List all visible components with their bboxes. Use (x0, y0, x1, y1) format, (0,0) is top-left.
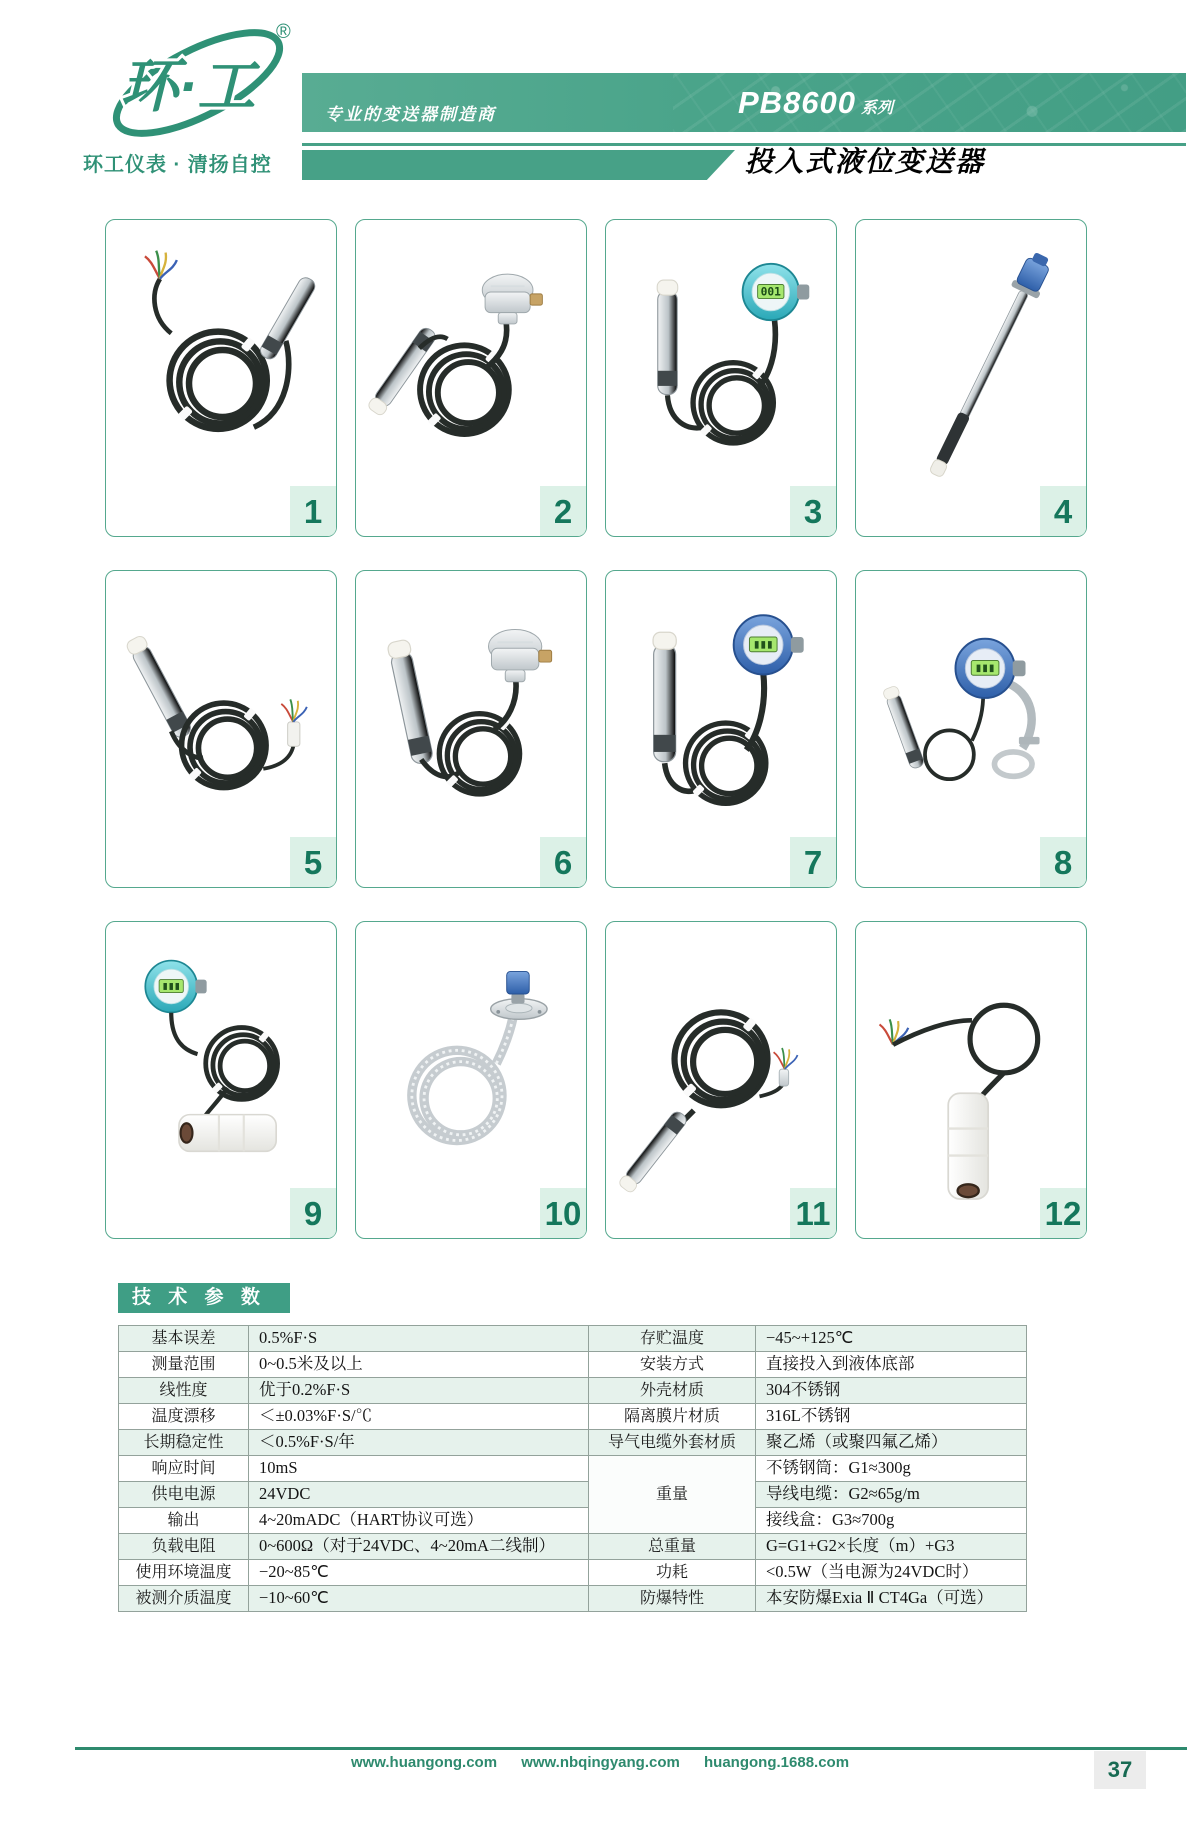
product-card-1 (105, 219, 337, 537)
product-photo-armored-hose-coil-flange (363, 930, 579, 1212)
spec-row (119, 1456, 1027, 1482)
page-title: 投入式液位变送器 (745, 146, 986, 177)
spec-label: 外壳材质 (589, 1378, 756, 1404)
spec-label: 被测介质温度 (119, 1586, 249, 1612)
spec-value: 直接投入到液体底部 (756, 1352, 1027, 1378)
spec-label: 供电电源 (119, 1482, 249, 1508)
product-photo-straight-rod-blue-head (863, 228, 1079, 510)
banner-rule (302, 143, 1186, 146)
spec-label: 基本误差 (119, 1326, 249, 1352)
product-photo-probe-coil-connector-wires (113, 579, 329, 861)
spec-label: 长期稳定性 (119, 1430, 249, 1456)
spec-label: 响应时间 (119, 1456, 249, 1482)
spec-label: 隔离膜片材质 (589, 1404, 756, 1430)
product-card-3 (605, 219, 837, 537)
logo-swoosh-icon (80, 8, 310, 153)
product-photo-cable-loop-pp-probe (863, 930, 1079, 1212)
spec-row (119, 1404, 1027, 1430)
footer-url-huangong: www.huangong.com (350, 1754, 498, 1771)
spec-section-title: 技 术 参 数 (118, 1283, 290, 1313)
product-number-badge: 5 (290, 837, 336, 887)
product-number-badge: 4 (1040, 486, 1086, 536)
spec-value: <0.5W（当电源为24VDC时） (756, 1560, 1027, 1586)
spec-value: 接线盒：G3≈700g (756, 1508, 1027, 1534)
product-card-11 (605, 921, 837, 1239)
spec-row (119, 1482, 1027, 1508)
title-trapezoid-decoration (302, 150, 735, 180)
product-photo-capped-probe-coil-blue-display-head (613, 579, 829, 861)
spec-label: 总重量 (589, 1534, 756, 1560)
page-number: 37 (1094, 1751, 1146, 1789)
spec-value: −20~85℃ (249, 1560, 589, 1586)
spec-table (118, 1325, 1027, 1612)
product-photo-coil-probe-down-wires (613, 930, 829, 1212)
spec-label: 导气电缆外套材质 (589, 1430, 756, 1456)
footer-url-1688: huangong.1688.com (704, 1754, 850, 1771)
product-photo-coil-probe-bare-wires (113, 228, 329, 510)
spec-value: 导线电缆：G2≈65g/m (756, 1482, 1027, 1508)
spec-value: 304不锈钢 (756, 1378, 1027, 1404)
spec-value: 不锈钢筒：G1≈300g (756, 1456, 1027, 1482)
series-code: PB8600 (738, 85, 857, 120)
spec-row (119, 1560, 1027, 1586)
spec-row (119, 1586, 1027, 1612)
spec-value: ＜0.5%F·S/年 (249, 1430, 589, 1456)
spec-value: 0~600Ω（对于24VDC、4~20mA二线制） (249, 1534, 589, 1560)
spec-label: 测量范围 (119, 1352, 249, 1378)
spec-row (119, 1352, 1027, 1378)
spec-label: 输出 (119, 1508, 249, 1534)
product-number-badge: 12 (1040, 1188, 1086, 1238)
product-number-badge: 6 (540, 837, 586, 887)
product-photo-blue-display-head-bracket-probe (863, 579, 1079, 861)
product-card-2 (355, 219, 587, 537)
spec-row (119, 1508, 1027, 1534)
spec-label: 存贮温度 (589, 1326, 756, 1352)
product-number-badge: 1 (290, 486, 336, 536)
product-number-badge: 10 (540, 1188, 586, 1238)
product-number-badge: 8 (1040, 837, 1086, 887)
product-number-badge: 11 (790, 1188, 836, 1238)
company-tagline: 专业的变送器制造商 (325, 105, 496, 124)
product-photo-capped-probe-coil-junction-head (363, 579, 579, 861)
spec-value: 优于0.2%F·S (249, 1378, 589, 1404)
spec-row (119, 1430, 1027, 1456)
registered-mark-icon: ® (276, 21, 291, 43)
spec-label-weight: 重量 (589, 1456, 756, 1534)
spec-value: 10mS (249, 1456, 589, 1482)
spec-row (119, 1326, 1027, 1352)
product-card-12 (855, 921, 1087, 1239)
spec-value: G=G1+G2×长度（m）+G3 (756, 1534, 1027, 1560)
spec-value: 0~0.5米及以上 (249, 1352, 589, 1378)
footer-rule (75, 1747, 1187, 1750)
product-photo-probe-coil-teal-display-head (613, 228, 829, 510)
logo-mark: 环·工 (120, 54, 256, 119)
product-number-badge: 9 (290, 1188, 336, 1238)
product-photo-coil-probe-junction-head (363, 228, 579, 510)
spec-row (119, 1534, 1027, 1560)
spec-value: −10~60℃ (249, 1586, 589, 1612)
logo-subtitle: 环工仪表 · 清扬自控 (83, 154, 272, 176)
spec-label: 使用环境温度 (119, 1560, 249, 1586)
spec-label: 线性度 (119, 1378, 249, 1404)
product-card-7 (605, 570, 837, 888)
spec-label: 负载电阻 (119, 1534, 249, 1560)
spec-value: −45~+125℃ (756, 1326, 1027, 1352)
series-title (738, 85, 893, 121)
footer-urls (0, 1754, 1200, 1771)
header-banner (302, 73, 1186, 132)
product-card-8 (855, 570, 1087, 888)
spec-label: 防爆特性 (589, 1586, 756, 1612)
spec-row (119, 1378, 1027, 1404)
product-card-6 (355, 570, 587, 888)
spec-label: 安装方式 (589, 1352, 756, 1378)
spec-value: ＜±0.03%F·S/℃ (249, 1404, 589, 1430)
spec-value: 本安防爆Exia Ⅱ CT4Ga（可选） (756, 1586, 1027, 1612)
spec-value: 聚乙烯（或聚四氟乙烯） (756, 1430, 1027, 1456)
product-card-10 (355, 921, 587, 1239)
product-photo-display-head-cable-pp-probe (113, 930, 329, 1212)
product-card-5 (105, 570, 337, 888)
product-number-badge: 7 (790, 837, 836, 887)
product-card-4 (855, 219, 1087, 537)
spec-value: 4~20mADC（HART协议可选） (249, 1508, 589, 1534)
series-suffix: 系列 (861, 100, 894, 117)
spec-label: 功耗 (589, 1560, 756, 1586)
product-number-badge: 3 (790, 486, 836, 536)
spec-value: 24VDC (249, 1482, 589, 1508)
spec-value: 316L不锈钢 (756, 1404, 1027, 1430)
product-card-9 (105, 921, 337, 1239)
spec-label: 温度漂移 (119, 1404, 249, 1430)
product-grid (105, 219, 1087, 1239)
spec-value: 0.5%F·S (249, 1326, 589, 1352)
footer-url-nbqingyang: www.nbqingyang.com (521, 1754, 680, 1771)
product-number-badge: 2 (540, 486, 586, 536)
lcd-reading: 001 (760, 285, 781, 299)
